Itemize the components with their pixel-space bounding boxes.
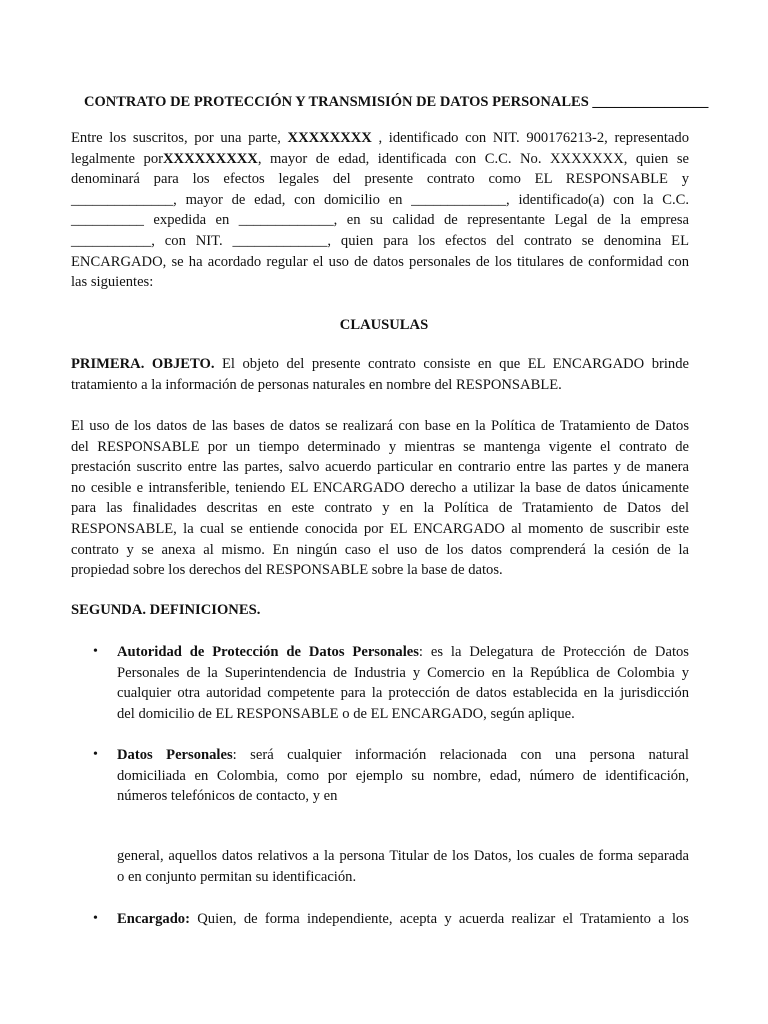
uso-line-7: contrato y se anexa al mismo. En ningún caso el uso de los datos comprenderá la cesión de la xyxy=(71,541,689,558)
datos-line-5: o en conjunto permitan su identificación. xyxy=(117,868,357,885)
definition-autoridad xyxy=(117,642,689,724)
uso-line-5: para las finalidades descritas en este contrato y en la Política de Tratamiento de Datos del xyxy=(71,500,689,517)
segunda-heading: SEGUNDA. DEFINICIONES. xyxy=(71,602,261,618)
intro-line-3: denominará para los efectos legales del presente contrato como EL RESPONSABLE y xyxy=(71,171,689,188)
encargado-line-1: Encargado: Quien, de forma independiente, acepta y acuerda realizar el Tratamiento a los xyxy=(117,911,689,927)
intro-line-8: las siguientes: xyxy=(71,274,154,291)
intro-paragraph xyxy=(71,128,689,293)
uso-line-3: prestación suscrito entre las partes, salvo acuerdo particular en contrario entre las partes y de manera xyxy=(71,459,689,476)
intro-line-4: ______________, mayor de edad, con domicilio en _____________, identificado(a) con la C.C. xyxy=(71,191,689,208)
autoridad-term: Autoridad de Protección de Datos Personales xyxy=(117,644,419,660)
intro-line-1: Entre los suscritos, por una parte, XXXXXXXX , identificado con NIT. 900176213-2, representado xyxy=(71,130,690,146)
definition-datos xyxy=(117,745,689,807)
intro-line-2: legalmente porXXXXXXXXX, mayor de edad, identificada con C.C. No. XXXXXXX, quien se xyxy=(71,150,689,167)
contract-title: CONTRATO DE PROTECCIÓN Y TRANSMISIÓN DE DATOS PERSONALES ________________ xyxy=(84,94,709,110)
intro-line-7: ENCARGADO, se ha acordado regular el uso de datos personales de los titulares de conformidad con xyxy=(71,253,689,270)
uso-line-2: del RESPONSABLE por un tiempo determinado y mientras se mantenga vigente el contrato de xyxy=(71,438,689,455)
clause-primera xyxy=(71,354,689,395)
intro-line-5: __________ expedida en _____________, en su calidad de representante Legal de la empresa xyxy=(71,212,689,229)
datos-line-3: números telefónicos de contacto, y en xyxy=(117,788,338,805)
autoridad-line-3: cualquier otra autoridad competente para la protección de datos establecida en la jurisdicción xyxy=(117,685,689,702)
definition-encargado xyxy=(117,909,689,930)
autoridad-line-2: Personales de la Superintendencia de Industria y Comercio en la República de Colombia y xyxy=(117,664,689,681)
bullet-autoridad: • xyxy=(93,644,98,659)
party-1-name: XXXXXXXX xyxy=(287,130,372,146)
uso-line-6: RESPONSABLE, la cual se entiende conocida por EL ENCARGADO al momento de suscribir este xyxy=(71,520,689,537)
clausulas-heading: CLAUSULAS xyxy=(339,317,429,333)
autoridad-line-4: del domicilio de EL RESPONSABLE o de EL ENCARGADO, según aplique. xyxy=(117,705,575,722)
definition-datos-continued xyxy=(117,846,689,887)
primera-line-2: tratamiento a la información de personas naturales en nombre del RESPONSABLE. xyxy=(71,376,562,393)
datos-line-4: general, aquellos datos relativos a la persona Titular de los Datos, los cuales de forma separada xyxy=(117,848,689,864)
bullet-datos: • xyxy=(93,747,98,762)
encargado-term: Encargado: xyxy=(117,911,190,927)
bullet-encargado: • xyxy=(93,911,98,926)
datos-term: Datos Personales xyxy=(117,747,233,763)
uso-line-4: no cesible e intransferible, teniendo EL ENCARGADO derecho a utilizar la base de datos únicamente xyxy=(71,479,689,496)
primera-label: PRIMERA. OBJETO. xyxy=(71,356,215,372)
representative-name: XXXXXXXXX xyxy=(162,150,258,167)
uso-line-8: propiedad sobre los derechos del RESPONSABLE sobre la base de datos. xyxy=(71,562,503,579)
intro-line-6: ___________, con NIT. _____________, quien para los efectos del contrato se denomina EL xyxy=(71,232,689,249)
autoridad-line-1: Autoridad de Protección de Datos Personales: es la Delegatura de Protección de Datos xyxy=(117,644,689,660)
primera-line-1: PRIMERA. OBJETO. El objeto del presente contrato consiste en que EL ENCARGADO brinde xyxy=(71,356,689,372)
datos-line-2: domiciliada en Colombia, como por ejemplo su nombre, edad, número de identificación, xyxy=(117,767,689,784)
uso-line-1: El uso de los datos de las bases de datos se realizará con base en la Política de Tratamiento de Datos xyxy=(71,418,689,434)
datos-line-1: Datos Personales: será cualquier información relacionada con una persona natural xyxy=(117,747,689,763)
uso-paragraph xyxy=(71,416,689,581)
